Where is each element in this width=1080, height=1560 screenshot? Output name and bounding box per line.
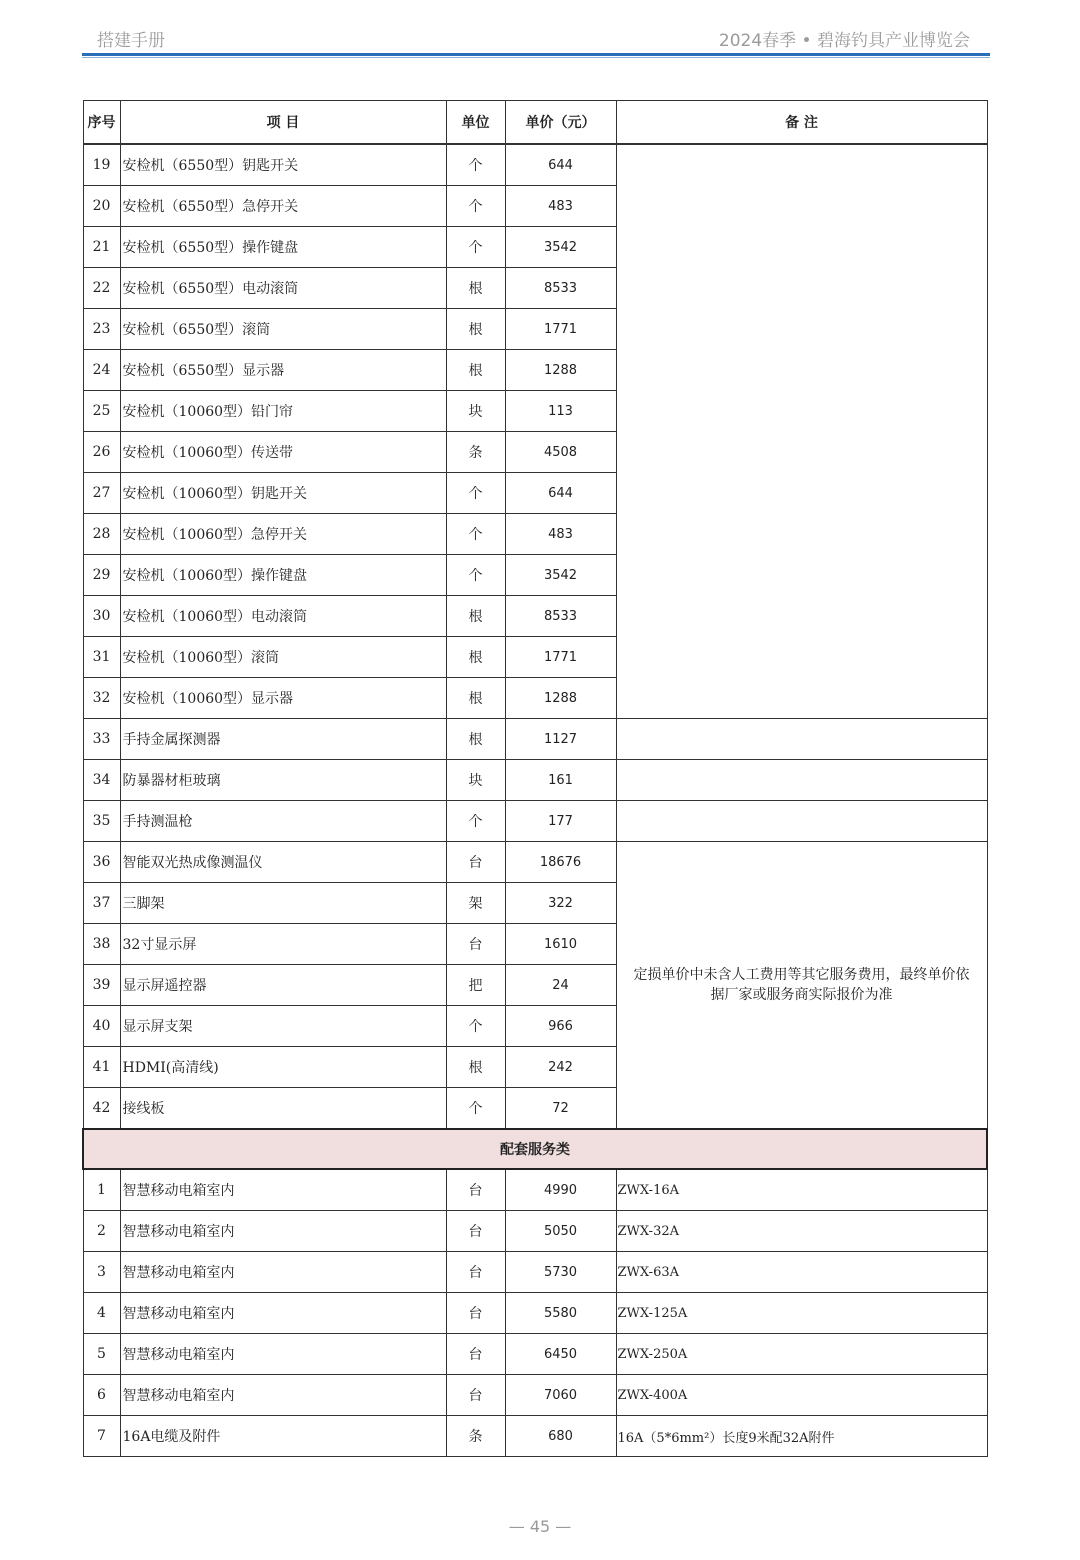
unit: 把	[446, 965, 505, 1006]
unit-price: 6450	[505, 1334, 616, 1375]
table-row	[83, 1211, 987, 1252]
item-name: 32寸显示屏	[120, 924, 446, 965]
merged-note-line1: 定损单价中未含人工费用等其它服务费用，最终单价依	[633, 967, 970, 983]
item-name: 手持测温枪	[120, 801, 446, 842]
price-table	[82, 100, 988, 1457]
item-name: 防暴器材柜玻璃	[120, 760, 446, 801]
table-row	[83, 1375, 987, 1416]
unit-price: 644	[505, 144, 616, 186]
unit-price: 8533	[505, 268, 616, 309]
table-row	[83, 1293, 987, 1334]
unit: 根	[446, 719, 505, 760]
row-number: 34	[83, 760, 120, 801]
note: ZWX-125A	[616, 1293, 987, 1334]
unit-price: 1288	[505, 350, 616, 391]
unit: 根	[446, 637, 505, 678]
unit-price: 72	[505, 1088, 616, 1130]
column-header-price: 单价（元）	[505, 101, 616, 145]
row-number: 29	[83, 555, 120, 596]
table-row	[83, 1169, 987, 1211]
unit-price: 5730	[505, 1252, 616, 1293]
table-row	[83, 1334, 987, 1375]
unit: 条	[446, 432, 505, 473]
row-number: 25	[83, 391, 120, 432]
unit: 个	[446, 555, 505, 596]
unit: 根	[446, 1047, 505, 1088]
row-number: 20	[83, 186, 120, 227]
item-name: 安检机（10060型）操作键盘	[120, 555, 446, 596]
unit: 台	[446, 1211, 505, 1252]
row-number: 4	[83, 1293, 120, 1334]
item-name: 显示屏支架	[120, 1006, 446, 1047]
table-row	[83, 760, 987, 801]
item-name: 智慧移动电箱室内	[120, 1252, 446, 1293]
note-empty	[616, 719, 987, 760]
unit-price: 4508	[505, 432, 616, 473]
unit: 个	[446, 227, 505, 268]
unit: 根	[446, 268, 505, 309]
unit-price: 3542	[505, 555, 616, 596]
row-number: 31	[83, 637, 120, 678]
unit: 台	[446, 1169, 505, 1211]
unit: 个	[446, 801, 505, 842]
item-name: 安检机（6550型）操作键盘	[120, 227, 446, 268]
row-number: 37	[83, 883, 120, 924]
unit: 台	[446, 1252, 505, 1293]
row-number: 39	[83, 965, 120, 1006]
unit: 台	[446, 924, 505, 965]
note: ZWX-400A	[616, 1375, 987, 1416]
unit-price: 8533	[505, 596, 616, 637]
section-title: 配套服务类	[83, 1129, 987, 1169]
row-number: 33	[83, 719, 120, 760]
unit-price: 3542	[505, 227, 616, 268]
note-empty	[616, 801, 987, 842]
item-name: 安检机（10060型）铅门帘	[120, 391, 446, 432]
row-number: 22	[83, 268, 120, 309]
item-name: 安检机（6550型）钥匙开关	[120, 144, 446, 186]
item-name: HDMI(高清线)	[120, 1047, 446, 1088]
unit: 根	[446, 309, 505, 350]
row-number: 27	[83, 473, 120, 514]
table-row	[83, 842, 987, 883]
row-number: 26	[83, 432, 120, 473]
header-divider	[82, 53, 990, 56]
row-number: 38	[83, 924, 120, 965]
row-number: 28	[83, 514, 120, 555]
unit: 架	[446, 883, 505, 924]
item-name: 显示屏遥控器	[120, 965, 446, 1006]
unit-price: 680	[505, 1416, 616, 1457]
column-header-note: 备 注	[616, 101, 987, 145]
item-name: 安检机（6550型）电动滚筒	[120, 268, 446, 309]
unit-price: 4990	[505, 1169, 616, 1211]
unit-price: 242	[505, 1047, 616, 1088]
item-name: 智慧移动电箱室内	[120, 1375, 446, 1416]
unit: 个	[446, 514, 505, 555]
unit-price: 1288	[505, 678, 616, 719]
table-header-row	[83, 101, 987, 145]
column-header-item: 项 目	[120, 101, 446, 145]
item-name: 智能双光热成像测温仪	[120, 842, 446, 883]
unit-price: 1127	[505, 719, 616, 760]
item-name: 智慧移动电箱室内	[120, 1169, 446, 1211]
item-name: 手持金属探测器	[120, 719, 446, 760]
unit: 台	[446, 842, 505, 883]
item-name: 安检机（6550型）显示器	[120, 350, 446, 391]
row-number: 41	[83, 1047, 120, 1088]
row-number: 1	[83, 1169, 120, 1211]
header-divider-thin	[82, 57, 990, 58]
row-number: 24	[83, 350, 120, 391]
unit-price: 322	[505, 883, 616, 924]
row-number: 35	[83, 801, 120, 842]
note-empty	[616, 144, 987, 719]
note: ZWX-32A	[616, 1211, 987, 1252]
row-number: 2	[83, 1211, 120, 1252]
column-header-no: 序号	[83, 101, 120, 145]
unit-price: 644	[505, 473, 616, 514]
note: ZWX-250A	[616, 1334, 987, 1375]
item-name: 安检机（10060型）急停开关	[120, 514, 446, 555]
merged-note-line2: 据厂家或服务商实际报价为准	[710, 987, 893, 1003]
table-row	[83, 719, 987, 760]
unit-price: 5050	[505, 1211, 616, 1252]
item-name: 16A电缆及附件	[120, 1416, 446, 1457]
item-name: 接线板	[120, 1088, 446, 1130]
row-number: 40	[83, 1006, 120, 1047]
unit-price: 483	[505, 186, 616, 227]
row-number: 3	[83, 1252, 120, 1293]
unit: 台	[446, 1334, 505, 1375]
unit: 个	[446, 473, 505, 514]
unit: 个	[446, 186, 505, 227]
table-row	[83, 801, 987, 842]
unit-price: 1771	[505, 637, 616, 678]
row-number: 19	[83, 144, 120, 186]
unit-price: 966	[505, 1006, 616, 1047]
item-name: 智慧移动电箱室内	[120, 1211, 446, 1252]
unit: 根	[446, 350, 505, 391]
unit: 个	[446, 144, 505, 186]
unit-price: 177	[505, 801, 616, 842]
unit-price: 161	[505, 760, 616, 801]
section-row	[83, 1129, 987, 1169]
unit: 根	[446, 678, 505, 719]
unit: 个	[446, 1006, 505, 1047]
unit: 块	[446, 391, 505, 432]
unit-price: 483	[505, 514, 616, 555]
unit-price: 24	[505, 965, 616, 1006]
row-number: 42	[83, 1088, 120, 1130]
unit: 块	[446, 760, 505, 801]
item-name: 安检机（6550型）急停开关	[120, 186, 446, 227]
note: ZWX-16A	[616, 1169, 987, 1211]
unit: 条	[446, 1416, 505, 1457]
row-number: 32	[83, 678, 120, 719]
item-name: 智慧移动电箱室内	[120, 1334, 446, 1375]
column-header-unit: 单位	[446, 101, 505, 145]
row-number: 6	[83, 1375, 120, 1416]
unit: 台	[446, 1293, 505, 1334]
unit: 台	[446, 1375, 505, 1416]
item-name: 安检机（10060型）电动滚筒	[120, 596, 446, 637]
unit-price: 7060	[505, 1375, 616, 1416]
item-name: 三脚架	[120, 883, 446, 924]
header-right-title: 2024春季 • 碧海钓具产业博览会	[718, 31, 970, 51]
row-number: 5	[83, 1334, 120, 1375]
unit: 根	[446, 596, 505, 637]
unit: 个	[446, 1088, 505, 1130]
item-name: 智慧移动电箱室内	[120, 1293, 446, 1334]
unit-price: 1610	[505, 924, 616, 965]
unit-price: 1771	[505, 309, 616, 350]
note-empty	[616, 760, 987, 801]
unit-price: 113	[505, 391, 616, 432]
row-number: 21	[83, 227, 120, 268]
item-name: 安检机（10060型）滚筒	[120, 637, 446, 678]
unit-price: 18676	[505, 842, 616, 883]
row-number: 36	[83, 842, 120, 883]
item-name: 安检机（10060型）传送带	[120, 432, 446, 473]
item-name: 安检机（6550型）滚筒	[120, 309, 446, 350]
table-row	[83, 1252, 987, 1293]
table-row	[83, 144, 987, 186]
merged-note	[616, 842, 987, 1130]
note: 16A（5*6mm²）长度9米配32A附件	[616, 1416, 987, 1457]
table-row	[83, 1416, 987, 1457]
row-number: 30	[83, 596, 120, 637]
item-name: 安检机（10060型）钥匙开关	[120, 473, 446, 514]
note: ZWX-63A	[616, 1252, 987, 1293]
page-number: — 45 —	[508, 1517, 572, 1536]
row-number: 23	[83, 309, 120, 350]
row-number: 7	[83, 1416, 120, 1457]
header-left-title: 搭建手册	[97, 31, 165, 51]
unit-price: 5580	[505, 1293, 616, 1334]
item-name: 安检机（10060型）显示器	[120, 678, 446, 719]
